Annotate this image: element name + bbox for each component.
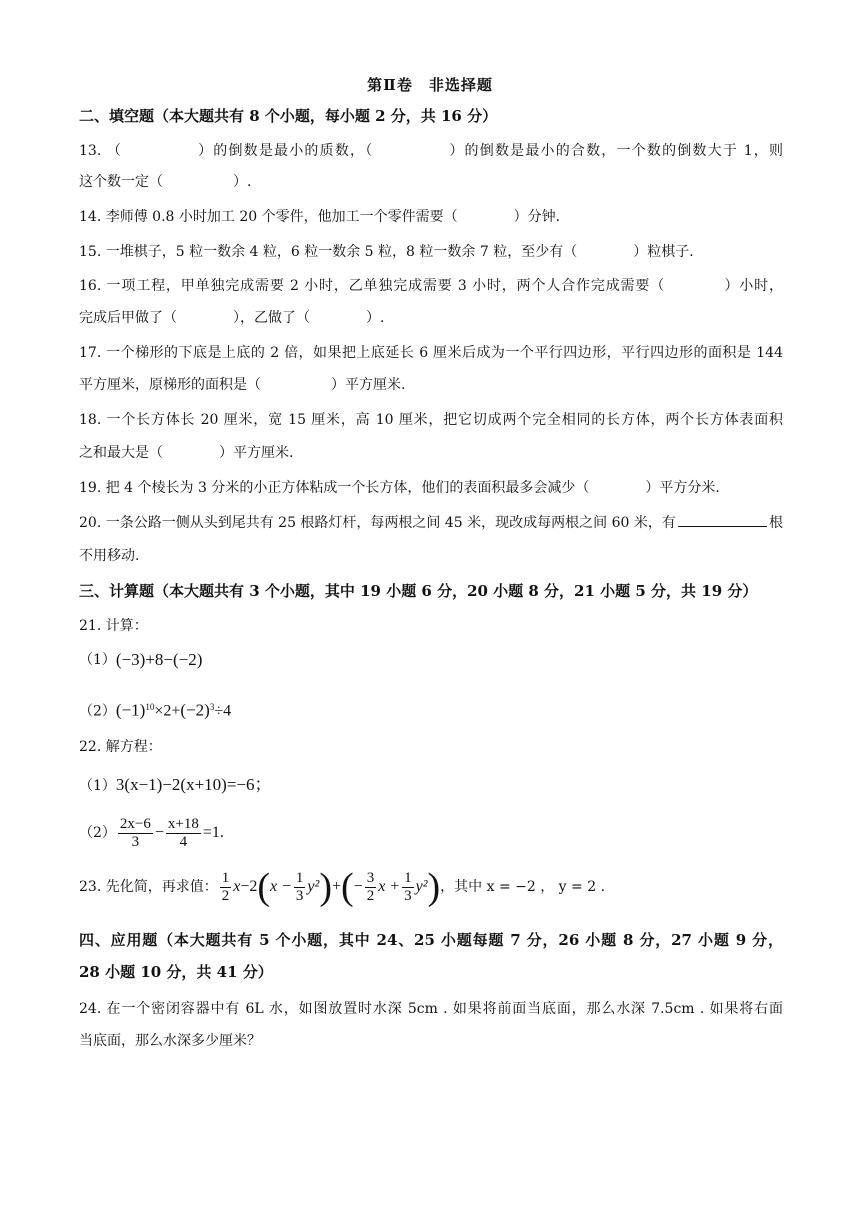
fraction [118,816,153,851]
math-operator: −2 [240,878,258,895]
question-24-line-1: 24. 在一个密闭容器中有 6L 水，如图放置时水深 5cm . 如果将前面当底面，那么水深 7.5cm . 如果将右面 [79,1001,783,1017]
exponent: 10 [145,702,155,712]
math-operator: ×2+ [154,702,181,720]
fraction-three-halves [365,870,377,905]
section-heading-application-line-1: 四、应用题（本大题共有 5 个小题，其中 24、25 小题每题 7 分，26 小题 8 分，27 小题 9 分， [79,931,783,949]
section-heading-application-line-2: 28 小题 10 分，共 41 分） [79,963,273,981]
math-operator: + [331,878,342,895]
question-21-part-1 [79,650,783,670]
question-23 [79,862,783,912]
fraction [166,816,201,851]
math-operator: ÷4 [214,702,232,720]
question-24-line-2: 当底面，那么水深多少厘米？ [79,1033,261,1049]
math-term: x + [378,878,401,895]
math-operator: =1. [202,824,224,841]
question-17-line-2: 平方厘米，原梯形的面积是（ ）平方厘米. [79,377,406,393]
question-13-line-1: 13. （ ）的倒数是最小的质数，（ ）的倒数是最小的合数，一个数的倒数大于 1，则 [79,143,783,159]
question-20-line-1 [79,512,783,533]
question-15: 15. 一堆棋子，5 粒一数余 4 粒，6 粒一数余 5 粒，8 粒一数余 7 粒，至少有（ ）粒棋子. [79,244,694,260]
fraction-denominator: 2 [221,887,230,904]
fraction-numerator: 2x−6 [119,815,151,832]
question-17-line-1: 17. 一个梯形的下底是上底的 2 倍，如果把上底延长 6 厘米后成为一个平行四边形，平行四边形的面积是 144 [79,345,783,361]
question-20-text: 20. 一条公路一侧从头到尾共有 25 根路灯杆，每两根之间 45 米，现改成每两根之间 60 米，有 [79,515,676,531]
fraction-one-third [294,870,306,905]
left-paren: ( [341,866,354,908]
variable-y-squared: y² [307,878,320,895]
question-23-condition: ，其中 x = −2 ， y = 2 . [440,879,606,895]
question-20-unit: 根 [769,515,783,531]
page-title: 第Ⅱ卷 非选择题 [367,76,493,94]
question-16-line-2: 完成后甲做了（ ），乙做了（ ）. [79,310,385,326]
section-heading-calculation: 三、计算题（本大题共有 3 个小题，其中 19 小题 6 分，20 小题 8 分，21 小题 5 分，共 19 分） [79,582,758,600]
question-13-line-2: 这个数一定（ ）. [79,174,252,190]
math-term: (−1) [115,700,146,720]
exponent: 3 [209,702,215,712]
fraction-numerator: x+18 [167,815,199,832]
fraction-denominator: 3 [404,887,412,904]
fraction-denominator: 2 [366,887,375,904]
fraction-numerator: 1 [295,869,304,886]
answer-blank [678,512,767,527]
part-number: （1） [79,652,116,668]
question-23-lead: 23. 先化简，再求值： [79,879,218,895]
fraction-denominator: 3 [295,887,304,904]
fraction-one-half [220,870,232,905]
math-equation: 3(x−1)−2(x+10)=−6； [115,775,272,794]
math-expression: (−3)+8−(−2) [115,650,203,669]
question-22-part-1 [79,775,783,796]
fraction-denominator: 3 [131,833,140,850]
question-20-line-2: 不用移动. [79,548,140,564]
part-number: （2） [79,825,116,841]
fraction-denominator: 4 [179,833,188,850]
math-term: x − [270,878,292,895]
math-operator: − [154,824,164,841]
variable-x: x [233,878,241,895]
part-number: （1） [79,778,116,794]
question-14: 14. 李师傅 0.8 小时加工 20 个零件，他加工一个零件需要（ ）分钟. [79,209,561,225]
question-19: 19. 把 4 个棱长为 3 分米的小正方体粘成一个长方体，他们的表面积最多会减少（ ）平方分米. [79,480,720,496]
question-16-line-1: 16. 一项工程，甲单独完成需要 2 小时，乙单独完成需要 3 小时，两个人合作完成需要（ ）小时， [79,278,783,294]
fraction-one-third [402,870,414,905]
question-21-label: 21. 计算： [79,618,148,634]
math-term: (−2) [180,700,210,720]
question-18-line-1: 18. 一个长方体长 20 厘米，宽 15 厘米，高 10 厘米，把它切成两个完全相同的长方体，两个长方体表面积 [79,412,783,428]
fraction-numerator: 1 [221,869,230,886]
question-22-label: 22. 解方程： [79,739,162,755]
question-18-line-2: 之和最大是（ ）平方厘米. [79,445,294,461]
right-paren: ) [319,866,332,908]
part-number: （2） [79,703,116,720]
question-22-part-2 [79,811,783,855]
variable-y-squared: y² [415,878,428,895]
math-operator: − [353,878,363,895]
right-paren: ) [427,866,441,908]
fraction-numerator: 3 [366,869,375,886]
fraction-numerator: 1 [404,869,412,886]
left-paren: ( [257,866,271,908]
section-heading-fill-in: 二、填空题（本大题共有 8 个小题，每小题 2 分，共 16 分） [79,107,498,125]
question-21-part-2 [79,697,783,722]
